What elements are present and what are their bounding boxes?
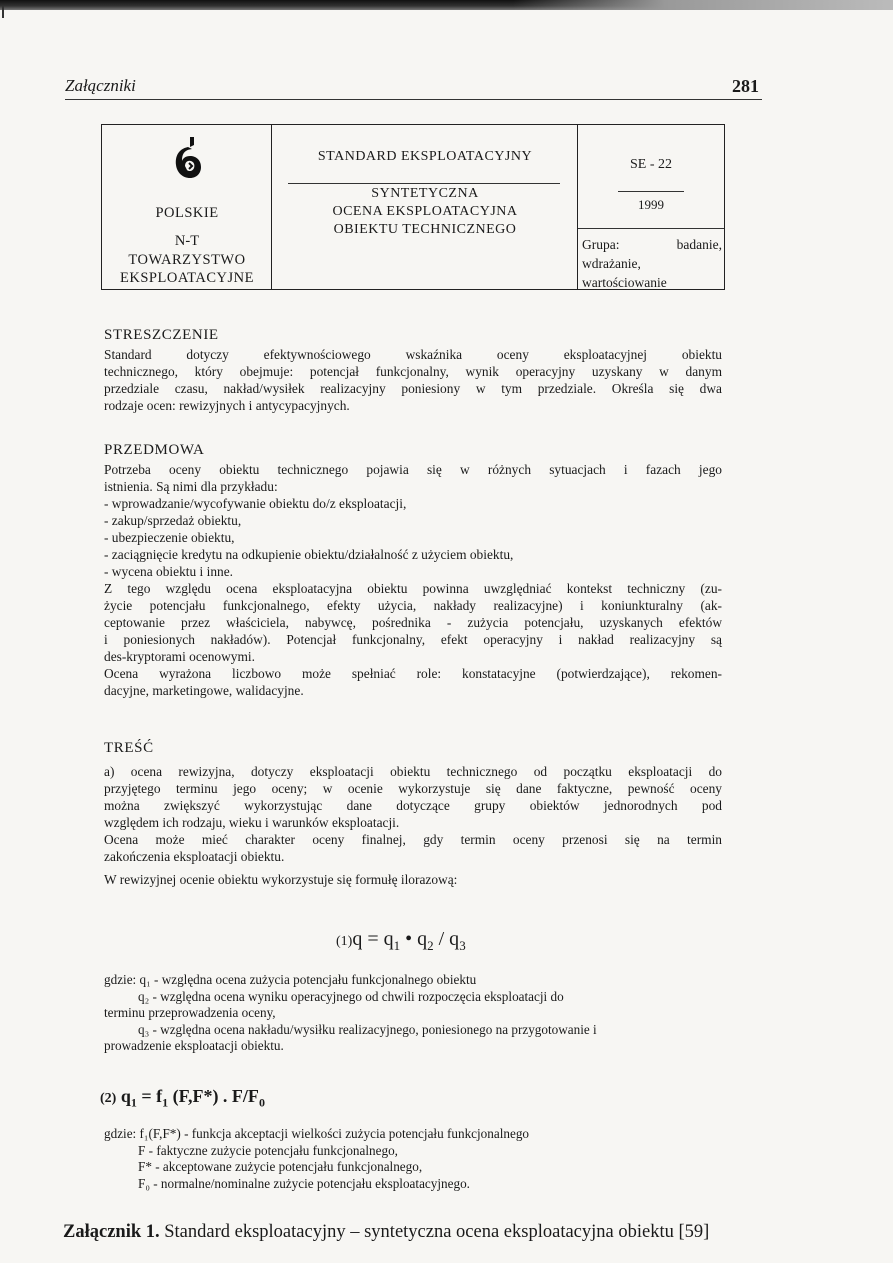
content-line: można zwiększyć wykorzystując dane dotyczące grupy obiektów jednorodnych pod	[104, 798, 722, 813]
caption-label: Załącznik 1.	[63, 1222, 160, 1242]
definition-line: prowadzenie eksploatacji obiektu.	[104, 1038, 284, 1053]
formula-1-part: / q	[433, 928, 460, 950]
preface-list-item: - wprowadzanie/wycofywanie obiektu do/z eksploatacji,	[104, 496, 407, 511]
preface-line: istnienia. Są nimi dla przykładu:	[104, 479, 278, 494]
formula-2-sub: 1	[130, 1095, 137, 1110]
content-line: zakończenia eksploatacji obiektu.	[104, 849, 285, 864]
preface-heading: PRZEDMOWA	[104, 442, 205, 458]
formula-1-definitions	[104, 972, 722, 1055]
standard-year: 1999	[638, 197, 664, 212]
definition-line: q₂ - względna ocena wyniku operacyjnego od chwili rozpoczęcia eksploatacji do	[138, 988, 564, 1004]
formula-2-part: = f	[136, 1086, 163, 1106]
org-line-2: N-T	[174, 233, 200, 249]
group-value-2: wdrażanie,	[582, 256, 641, 271]
caption-text: Standard eksploatacyjny – syntetyczna ocena eksploatacyjna obiektu [59]	[159, 1222, 710, 1242]
content-line: przyjętego terminu jego oceny; w ocenie wykorzystuje się dane faktyczne, pewność oceny	[104, 781, 722, 796]
summary-line: technicznego, który obejmuje: potencjał funkcjonalny, wynik operacyjny uzyskany w danym	[104, 364, 722, 379]
formula-1-sub: 1	[393, 938, 401, 953]
content-line: względem ich rodzaju, wieku i warunków eksploatacji.	[104, 815, 400, 830]
definition-line: q₃ - względna ocena nakładu/wysiłku realizacyjnego, poniesionego na przygotowanie i	[138, 1021, 597, 1037]
preface-line: des-kryptorami ocenowymi.	[104, 649, 255, 664]
group-divider	[578, 228, 724, 229]
summary-line: rodzaje ocen: rewizyjnych i antycypacyjnych.	[104, 398, 350, 413]
formula-2-part: q	[120, 1086, 131, 1106]
meta-cell	[578, 125, 724, 289]
title-line-3: OBIEKTU TECHNICZNEGO	[333, 222, 517, 237]
code-divider	[618, 191, 684, 192]
standard-type: STANDARD EKSPLOATACYJNY	[317, 149, 533, 164]
preface-list-item: - wycena obiektu i inne.	[104, 564, 234, 579]
formula-2-sub: 0	[258, 1095, 265, 1110]
scan-top-edge	[0, 0, 893, 10]
definition-line: F - faktyczne zużycie potencjału funkcjonalnego,	[138, 1142, 398, 1158]
preface-line: Potrzeba oceny obiektu technicznego pojawia się w różnych sytuacjach i fazach jego	[104, 462, 722, 477]
preface-line: życie potencjału funkcjonalnego, efekty użycia, nakłady realizacyjne) i koniunkturalny (ak-	[104, 598, 722, 613]
standard-header-table	[101, 124, 725, 290]
ptne-logo-icon	[172, 135, 204, 181]
content-line: a) ocena rewizyjna, dotyczy eksploatacji obiektu technicznego od początku eksploatacji do	[104, 764, 722, 779]
content-line: Ocena może mieć charakter oceny finalnej, gdy termin oceny przenosi się na termin	[104, 832, 722, 847]
definition-line: F* - akceptowane zużycie potencjału funkcjonalnego,	[138, 1159, 423, 1174]
header-rule	[65, 99, 762, 100]
formula-1-part: • q	[400, 928, 428, 950]
preface-list-item: - ubezpieczenie obiektu,	[104, 530, 235, 545]
formula-1-sub: 2	[427, 938, 434, 953]
title-cell	[272, 125, 578, 289]
group-label: Grupa:	[582, 237, 620, 252]
summary-paragraph	[104, 346, 722, 414]
preface-line: ceptowanie przez właściciela, nabywcę, pośrednika - zużycia potencjału, uzyskanych efektów	[104, 615, 722, 630]
title-line-1: SYNTETYCZNA	[371, 186, 479, 201]
scan-edge-mark	[2, 6, 4, 18]
group-value-1: badanie,	[676, 237, 722, 252]
group-info	[582, 235, 722, 292]
preface-list-item: - zakup/sprzedaż obiektu,	[104, 513, 242, 528]
title-divider	[288, 183, 560, 184]
preface-list-item: - zaciągnięcie kredytu na odkupienie obiektu/działalność z użyciem obiektu,	[104, 547, 514, 562]
page-number: 281	[732, 76, 759, 96]
title-line-2: OCENA EKSPLOATACYJNA	[332, 204, 518, 219]
preface-paragraph	[104, 461, 722, 699]
formula-2-part: (F,F*) . F/F	[168, 1086, 259, 1106]
preface-line: Ocena wyrażona liczbowo może spełniać role: konstatacyjne (potwierdzające), rekomen-	[104, 666, 722, 681]
summary-heading: STRESZCZENIE	[104, 327, 219, 343]
definition-line: terminu przeprowadzenia oceny,	[104, 1005, 276, 1020]
preface-line: i poniesionych nakładów). Potencjał funkcjonalny, efekt operacyjny i nakład realizacyjny są	[104, 632, 722, 647]
org-line-1: POLSKIE	[155, 205, 219, 221]
standard-title	[272, 185, 578, 239]
formula-1-part: q = q	[352, 928, 394, 950]
running-head: Załączniki	[65, 76, 136, 95]
org-line-4: EKSPLOATACYJNE	[120, 270, 254, 286]
formula-2	[100, 1086, 265, 1111]
formula-1	[336, 928, 466, 954]
formula-2-sub: 1	[162, 1095, 169, 1110]
content-line: W rewizyjnej ocenie obiektu wykorzystuje się formułę ilorazową:	[104, 872, 458, 887]
figure-caption	[63, 1222, 709, 1243]
content-paragraph	[104, 763, 722, 888]
preface-line: Z tego względu ocena eksploatacyjna obiektu powinna uwzględniać kontekst techniczny (zu-	[104, 581, 722, 596]
formula-1-number: (1)	[336, 934, 353, 949]
group-value-3: wartościowanie	[582, 275, 667, 290]
org-line-3: TOWARZYSTWO	[128, 252, 246, 268]
summary-line: Standard dotyczy efektywnościowego wskaźnika oceny eksploatacyjnej obiektu	[104, 347, 722, 362]
summary-line: przedziale czasu, nakład/wysiłek realizacyjny poniesiony w tym przedziale. Określa się dwa	[104, 381, 722, 396]
definition-line: F₀ - normalne/nominalne zużycie potencjału eksploatacyjnego.	[138, 1175, 470, 1191]
organization-cell	[102, 125, 272, 289]
preface-line: dacyjne, marketingowe, walidacyjne.	[104, 683, 304, 698]
definition-line: gdzie: f₁(F,F*) - funkcja akceptacji wielkości zużycia potencjału funkcjonalnego	[104, 1126, 530, 1141]
standard-code: SE - 22	[630, 157, 672, 172]
formula-1-sub: 3	[459, 938, 466, 953]
definition-line: gdzie: q₁ - względna ocena zużycia potencjału funkcjonalnego obiektu	[104, 972, 477, 987]
formula-2-number: (2)	[100, 1091, 117, 1106]
content-heading: TREŚĆ	[104, 740, 154, 756]
formula-2-definitions	[104, 1126, 529, 1192]
